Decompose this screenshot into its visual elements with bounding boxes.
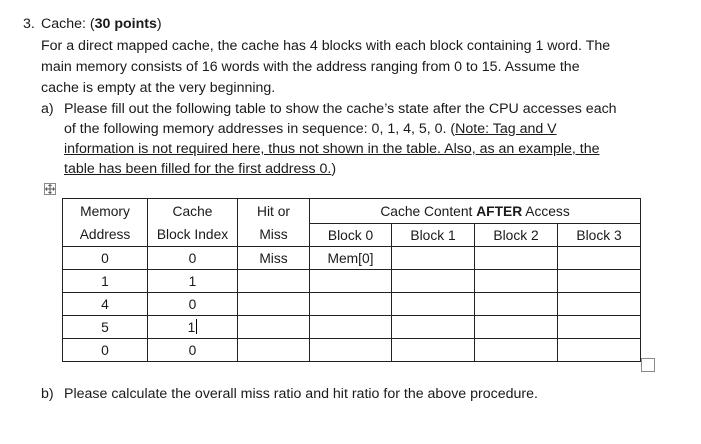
cell-block-3[interactable] <box>558 247 641 270</box>
table-row <box>63 270 641 293</box>
header-memory-address-bottom: Address <box>63 224 148 247</box>
cell-block-index[interactable]: 0 <box>148 339 238 362</box>
cache-state-table <box>62 198 641 362</box>
cell-block-2[interactable] <box>475 270 558 293</box>
header-cache-block-index-top: Cache <box>148 199 238 224</box>
part-a-line-4 <box>64 159 336 179</box>
table-row <box>63 339 641 362</box>
part-a-note-start: Note: Tag and V <box>455 121 557 137</box>
cell-block-0[interactable] <box>310 316 392 339</box>
header-memory-address-top: Memory <box>63 199 148 224</box>
cell-block-1[interactable] <box>392 293 475 316</box>
header-cache-block-index-bottom: Block Index <box>148 224 238 247</box>
header-cache-content-prefix: Cache Content <box>380 203 477 219</box>
table-row <box>63 247 641 270</box>
header-hit-or-miss-top: Hit or <box>238 199 310 224</box>
cell-address[interactable]: 1 <box>63 270 148 293</box>
question-title-prefix: Cache: ( <box>41 16 95 32</box>
table-move-handle[interactable] <box>44 183 56 195</box>
table-resize-handle[interactable] <box>641 358 655 372</box>
cell-block-index-active[interactable] <box>148 316 238 339</box>
cell-block-3[interactable] <box>558 316 641 339</box>
cell-block-index[interactable]: 1 <box>148 270 238 293</box>
question-title-suffix: ) <box>156 16 162 32</box>
cell-block-0[interactable] <box>310 339 392 362</box>
cell-block-3[interactable] <box>558 293 641 316</box>
table-row <box>63 293 641 316</box>
cell-address[interactable]: 0 <box>63 247 148 270</box>
cell-block-3[interactable] <box>558 339 641 362</box>
table-header-row-2 <box>63 224 641 247</box>
header-block-1: Block 1 <box>392 224 475 247</box>
cell-block-0[interactable] <box>310 270 392 293</box>
part-a-line-2-plain: of the following memory addresses in sequence: 0, 1, 4, 5, 0. ( <box>64 121 456 137</box>
cell-hit-miss[interactable] <box>238 339 310 362</box>
move-arrows-icon <box>45 184 55 194</box>
question-number: 3. <box>23 16 35 32</box>
part-a-note-middle: information is not required here, thus not shown in the table. Also, as an example, the <box>64 141 600 157</box>
part-b-label: b) <box>41 386 54 402</box>
question-title <box>41 14 162 34</box>
cell-block-0[interactable] <box>310 293 392 316</box>
intro-line-2: main memory consists of 16 words with the address ranging from 0 to 15. Assume the <box>41 59 580 75</box>
cell-block-1[interactable] <box>392 270 475 293</box>
cell-block-1[interactable] <box>392 247 475 270</box>
part-a-line-1: Please fill out the following table to show the cache’s state after the CPU accesses each <box>64 101 617 117</box>
cell-block-1[interactable] <box>392 339 475 362</box>
part-a-label: a) <box>41 101 54 117</box>
part-a-line-2 <box>64 119 557 139</box>
cell-block-2[interactable] <box>475 339 558 362</box>
cell-hit-miss[interactable] <box>238 270 310 293</box>
cell-block-2[interactable] <box>475 316 558 339</box>
cell-block-0[interactable]: Mem[0] <box>310 247 392 270</box>
intro-line-3: cache is empty at the very beginning. <box>41 80 276 96</box>
cell-address[interactable]: 0 <box>63 339 148 362</box>
header-hit-or-miss-bottom: Miss <box>238 224 310 247</box>
table-header-row-1 <box>63 199 641 224</box>
intro-line-1: For a direct mapped cache, the cache has 4 blocks with each block containing 1 word. The <box>41 38 611 54</box>
cell-hit-miss[interactable] <box>238 293 310 316</box>
header-block-2: Block 2 <box>475 224 558 247</box>
cell-hit-miss[interactable]: Miss <box>238 247 310 270</box>
header-cache-content-suffix: Access <box>522 203 570 219</box>
header-block-0: Block 0 <box>310 224 392 247</box>
header-cache-content <box>310 199 641 224</box>
cell-block-index-value: 1 <box>187 319 196 335</box>
text-cursor <box>196 319 197 334</box>
cell-block-index[interactable]: 0 <box>148 293 238 316</box>
header-block-3: Block 3 <box>558 224 641 247</box>
header-cache-content-emph: AFTER <box>476 203 523 219</box>
part-a-note-end: table has been filled for the first address 0. <box>64 161 332 177</box>
part-a-line-4-tail: ) <box>331 161 337 177</box>
cell-address[interactable]: 5 <box>63 316 148 339</box>
cell-block-index[interactable]: 0 <box>148 247 238 270</box>
cell-block-3[interactable] <box>558 270 641 293</box>
cell-address[interactable]: 4 <box>63 293 148 316</box>
question-points: 30 points <box>94 16 157 32</box>
cell-block-2[interactable] <box>475 247 558 270</box>
table-row <box>63 316 641 339</box>
part-b-text: Please calculate the overall miss ratio and hit ratio for the above procedure. <box>64 386 538 402</box>
cell-block-2[interactable] <box>475 293 558 316</box>
cell-hit-miss[interactable] <box>238 316 310 339</box>
cell-block-1[interactable] <box>392 316 475 339</box>
